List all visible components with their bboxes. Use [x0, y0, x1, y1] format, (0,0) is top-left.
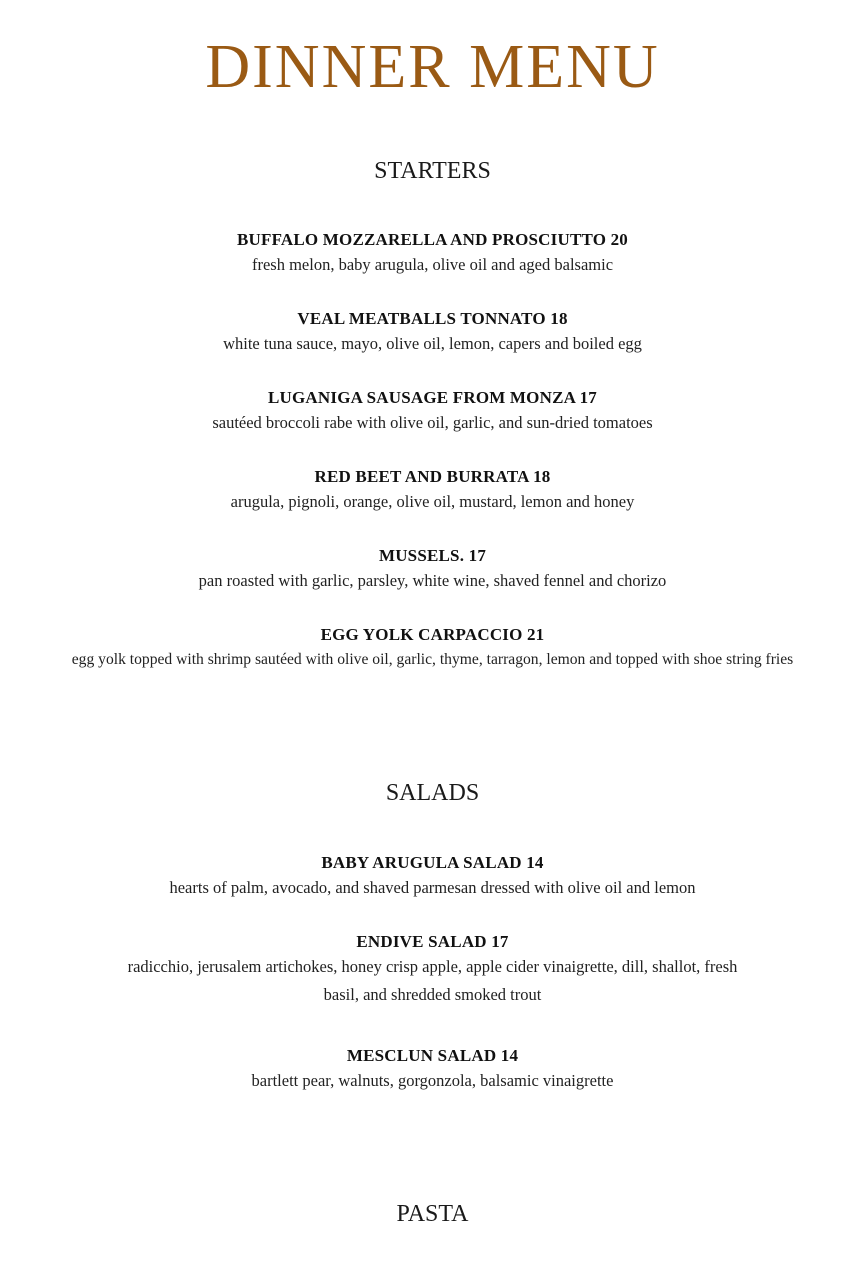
menu-item-description: hearts of palm, avocado, and shaved parmesan dressed with olive oil and lemon	[169, 878, 696, 897]
menu-item-name: MUSSELS. 17	[378, 546, 487, 565]
menu-item	[0, 852, 865, 902]
menu-item-description: arugula, pignoli, orange, olive oil, mustard, lemon and honey	[230, 492, 635, 511]
menu-item-name: BUFFALO MOZZARELLA AND PROSCIUTTO 20	[236, 230, 628, 249]
menu-item-name: EGG YOLK CARPACCIO 21	[320, 625, 545, 644]
menu-item	[0, 466, 865, 516]
menu-item-description: sautéed broccoli rabe with olive oil, garlic, and sun-dried tomatoes	[212, 413, 653, 432]
menu-item-name: MESCLUN SALAD 14	[346, 1046, 519, 1065]
menu-item	[0, 545, 865, 595]
menu-item	[0, 931, 865, 1009]
menu-item-name: BABY ARUGULA SALAD 14	[321, 853, 544, 872]
menu-item-description: pan roasted with garlic, parsley, white wine, shaved fennel and chorizo	[198, 571, 667, 590]
menu-item-description: radicchio, jerusalem artichokes, honey crisp apple, apple cider vinaigrette, dill, shallot, fresh basil, and shredded smoked trout	[127, 957, 738, 1004]
menu-item-name: ENDIVE SALAD 17	[356, 932, 509, 951]
menu-item-name: RED BEET AND BURRATA 18	[314, 467, 551, 486]
menu-item-description: egg yolk topped with shrimp sautéed with olive oil, garlic, thyme, tarragon, lemon and topped with shoe string fries	[71, 651, 794, 668]
section-title-pasta: PASTA	[396, 1201, 469, 1227]
menu-item-name: LUGANIGA SAUSAGE FROM MONZA 17	[267, 388, 598, 407]
menu-item	[0, 308, 865, 358]
menu-item-description: bartlett pear, walnuts, gorgonzola, balsamic vinaigrette	[251, 1071, 614, 1090]
menu-item	[0, 229, 865, 279]
menu-item-description: white tuna sauce, mayo, olive oil, lemon, capers and boiled egg	[223, 334, 642, 353]
section-title-salads: SALADS	[385, 780, 480, 806]
menu-item	[0, 624, 865, 674]
menu-item-name: VEAL MEATBALLS TONNATO 18	[297, 309, 568, 328]
menu-item	[0, 387, 865, 437]
section-title-starters: STARTERS	[374, 158, 491, 184]
menu-item-description: fresh melon, baby arugula, olive oil and aged balsamic	[251, 255, 614, 274]
page-title: DINNER MENU	[205, 33, 660, 101]
menu-item	[0, 1045, 865, 1095]
